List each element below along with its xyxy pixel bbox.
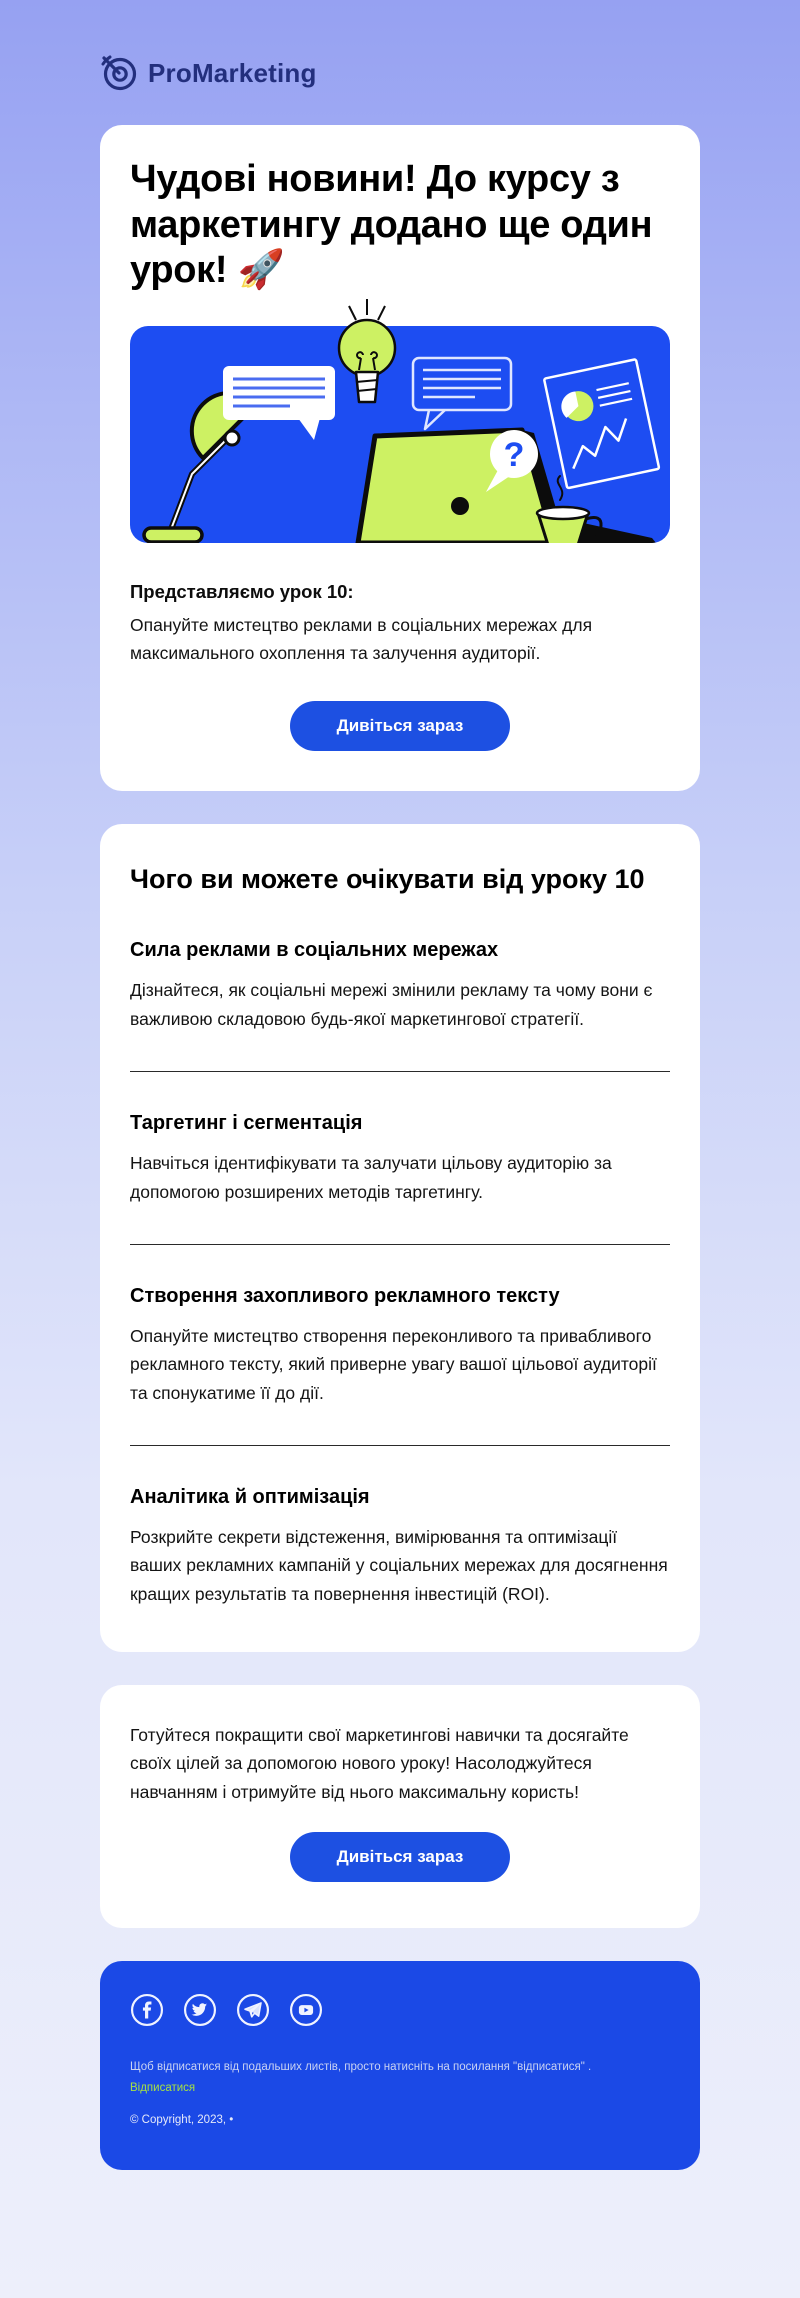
target-dart-icon (100, 54, 138, 92)
expectations-card (100, 824, 700, 1651)
lesson-label: Представляємо урок 10: (130, 580, 354, 602)
copyright-text: © Copyright, 2023, • (130, 2113, 234, 2126)
svg-text:?: ? (503, 435, 525, 474)
unsubscribe-link[interactable]: Відписатися (130, 2081, 196, 2094)
course-illustration (130, 326, 670, 543)
brand-logo (100, 54, 700, 92)
lesson-description: Опануйте мистецтво реклами в соціальних мережах для максимального охоплення та залучення аудиторії. (130, 614, 593, 664)
hero-card (100, 125, 700, 791)
watch-now-button-secondary[interactable]: Дивіться зараз (290, 1832, 510, 1882)
section-body: Розкрийте секрети відстеження, вимірювання та оптимізації ваших рекламних кампаній у соціальних мережах для досягнення кращих результатів та повернення інвестицій (ROI). (130, 1526, 668, 1604)
watch-now-button[interactable]: Дивіться зараз (290, 701, 510, 751)
section-body: Опануйте мистецтво створення переконливого та привабливого рекламного тексту, який приверне увагу вашої цільової аудиторії та спонукатиме її до дії. (130, 1325, 657, 1403)
closing-card (100, 1685, 700, 1928)
email-body (100, 0, 700, 2170)
expectations-title: Чого ви можете очікувати від уроку 10 (130, 864, 645, 895)
facebook-icon[interactable] (130, 1993, 164, 2027)
unsubscribe-text: Щоб відписатися від подальших листів, просто натисніть на посилання "відписатися" . (130, 2060, 592, 2073)
expectation-section (130, 1285, 670, 1407)
twitter-icon[interactable] (183, 1993, 217, 2027)
expectation-section (130, 1486, 670, 1608)
closing-text: Готуйтеся покращити свої маркетингові навички та досягайте своїх цілей за допомогою нового уроку! Насолоджуйтеся навчанням і отримуйте від нього максимальну користь! (130, 1724, 629, 1802)
divider (130, 1244, 670, 1245)
youtube-icon[interactable] (289, 1993, 323, 2027)
divider (130, 1071, 670, 1072)
expectation-section (130, 939, 670, 1033)
section-heading: Аналітика й оптимізація (130, 1485, 370, 1508)
section-body: Навчіться ідентифікувати та залучати цільову аудиторію за допомогою розширених методів таргетингу. (130, 1153, 612, 1202)
hero-title: Чудові новини! До курсу з маркетингу додано ще один урок! 🚀 (130, 158, 653, 292)
section-body: Дізнайтеся, як соціальні мережі змінили рекламу та чому вони є важливою складовою будь-якої маркетингової стратегії. (130, 980, 653, 1029)
section-heading: Таргетинг і сегментація (130, 1112, 363, 1135)
divider (130, 1445, 670, 1446)
social-links (130, 1993, 670, 2027)
footer-card (100, 1961, 700, 2170)
expectation-section (130, 1112, 670, 1206)
telegram-icon[interactable] (236, 1993, 270, 2027)
brand-name: ProMarketing (148, 57, 317, 88)
section-heading: Створення захопливого рекламного тексту (130, 1284, 560, 1307)
section-heading: Сила реклами в соціальних мережах (130, 939, 499, 962)
